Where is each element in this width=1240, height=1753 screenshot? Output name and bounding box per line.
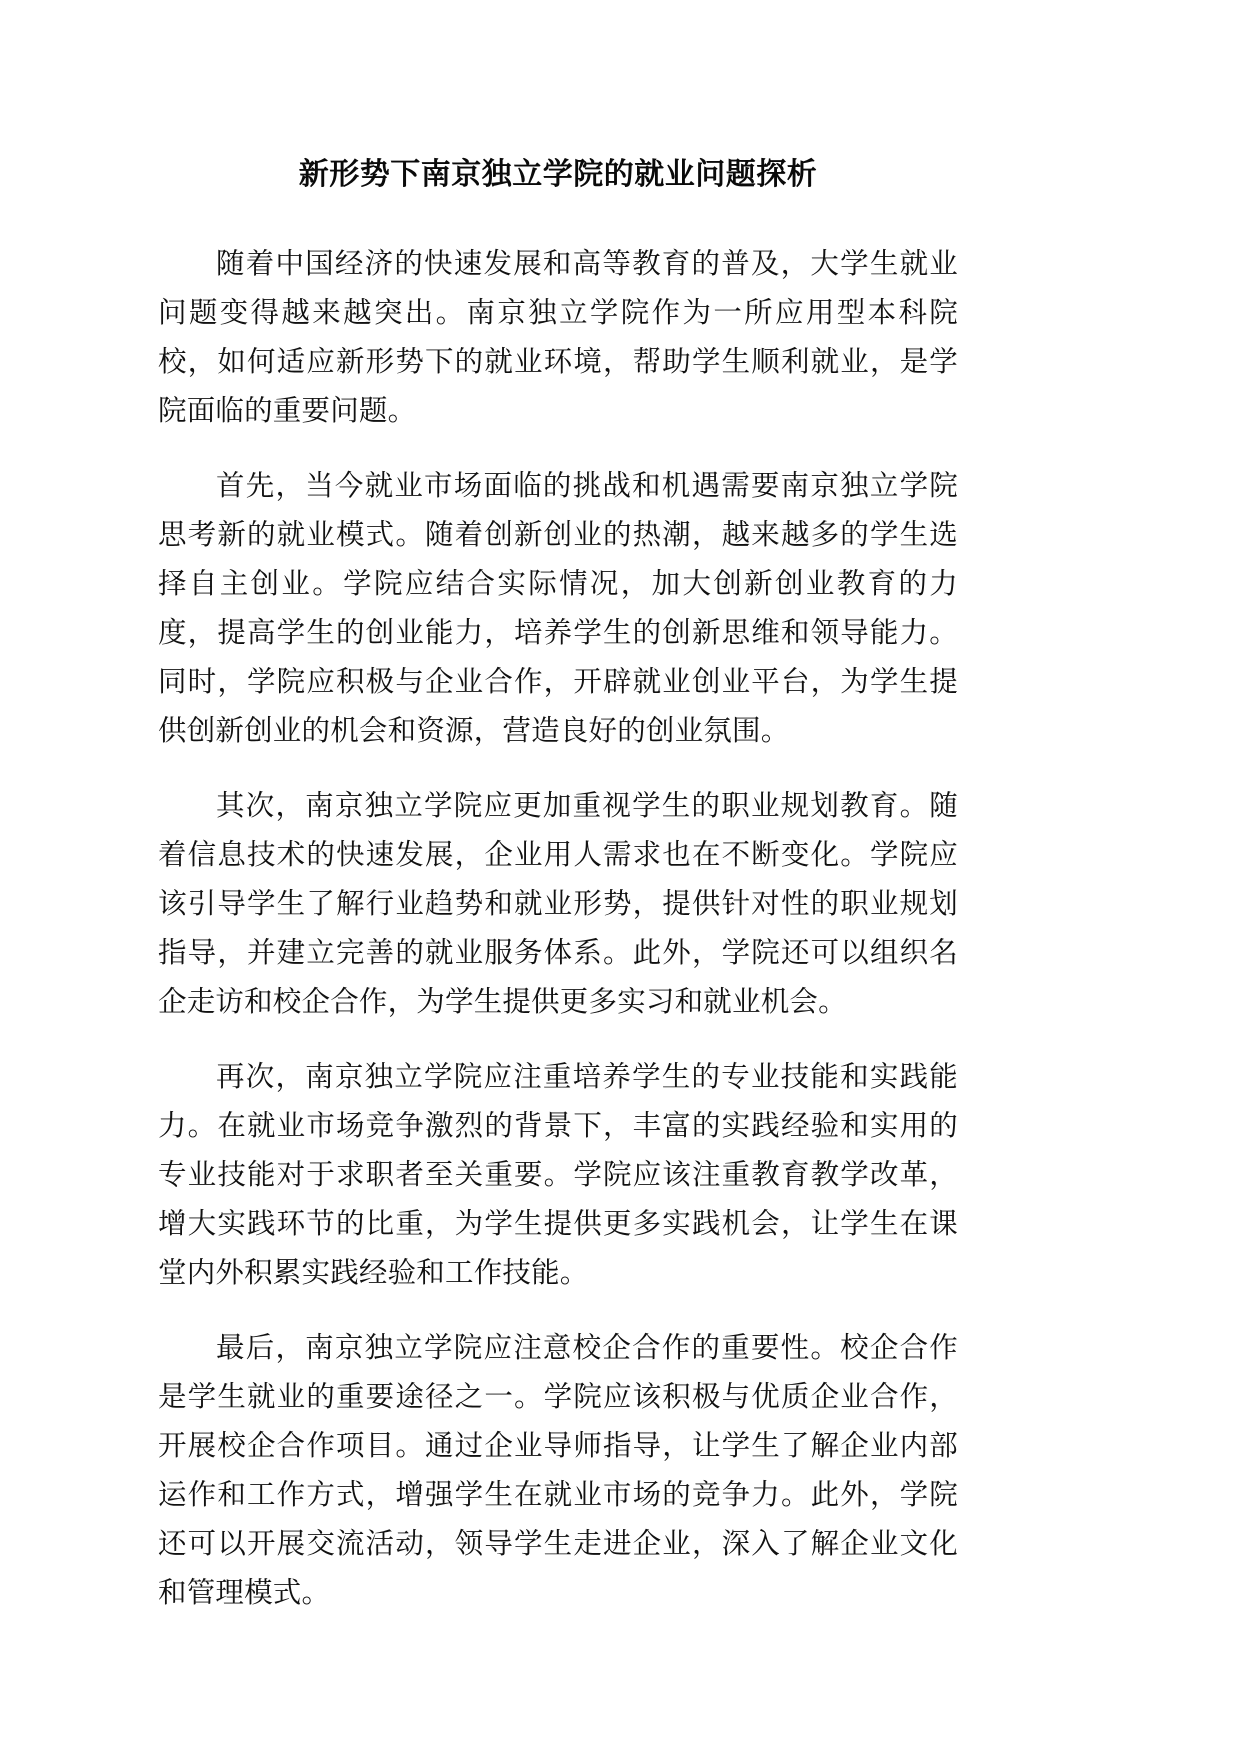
paragraph: 首先，当今就业市场面临的挑战和机遇需要南京独立学院思考新的就业模式。随着创新创业的热潮，越来越多的学生选择自主创业。学院应结合实际情况，加大创新创业教育的力度，提高学生的创业能力，培养学生的创新思维和领导能力。同时，学院应积极与企业合作，开辟就业创业平台，为学生提供创新创业的机会和资源，营造良好的创业氛围。 [158, 469, 958, 747]
document-content [158, 0, 958, 1617]
paragraph: 再次，南京独立学院应注重培养学生的专业技能和实践能力。在就业市场竞争激烈的背景下，丰富的实践经验和实用的专业技能对于求职者至关重要。学院应该注重教育教学改革，增大实践环节的比重，为学生提供更多实践机会，让学生在课堂内外积累实践经验和工作技能。 [158, 1060, 958, 1289]
paragraph: 其次，南京独立学院应更加重视学生的职业规划教育。随着信息技术的快速发展，企业用人需求也在不断变化。学院应该引导学生了解行业趋势和就业形势，提供针对性的职业规划指导，并建立完善的就业服务体系。此外，学院还可以组织名企走访和校企合作，为学生提供更多实习和就业机会。 [158, 789, 958, 1018]
paragraph: 最后，南京独立学院应注意校企合作的重要性。校企合作是学生就业的重要途径之一。学院应该积极与优质企业合作，开展校企合作项目。通过企业导师指导，让学生了解企业内部运作和工作方式，增强学生在就业市场的竞争力。此外，学院还可以开展交流活动，领导学生走进企业，深入了解企业文化和管理模式。 [158, 1331, 958, 1609]
paragraph: 随着中国经济的快速发展和高等教育的普及，大学生就业问题变得越来越突出。南京独立学院作为一所应用型本科院校，如何适应新形势下的就业环境，帮助学生顺利就业，是学院面临的重要问题。 [158, 247, 958, 427]
document-body [158, 239, 958, 1617]
page-title: 新形势下南京独立学院的就业问题探析 [298, 157, 818, 192]
